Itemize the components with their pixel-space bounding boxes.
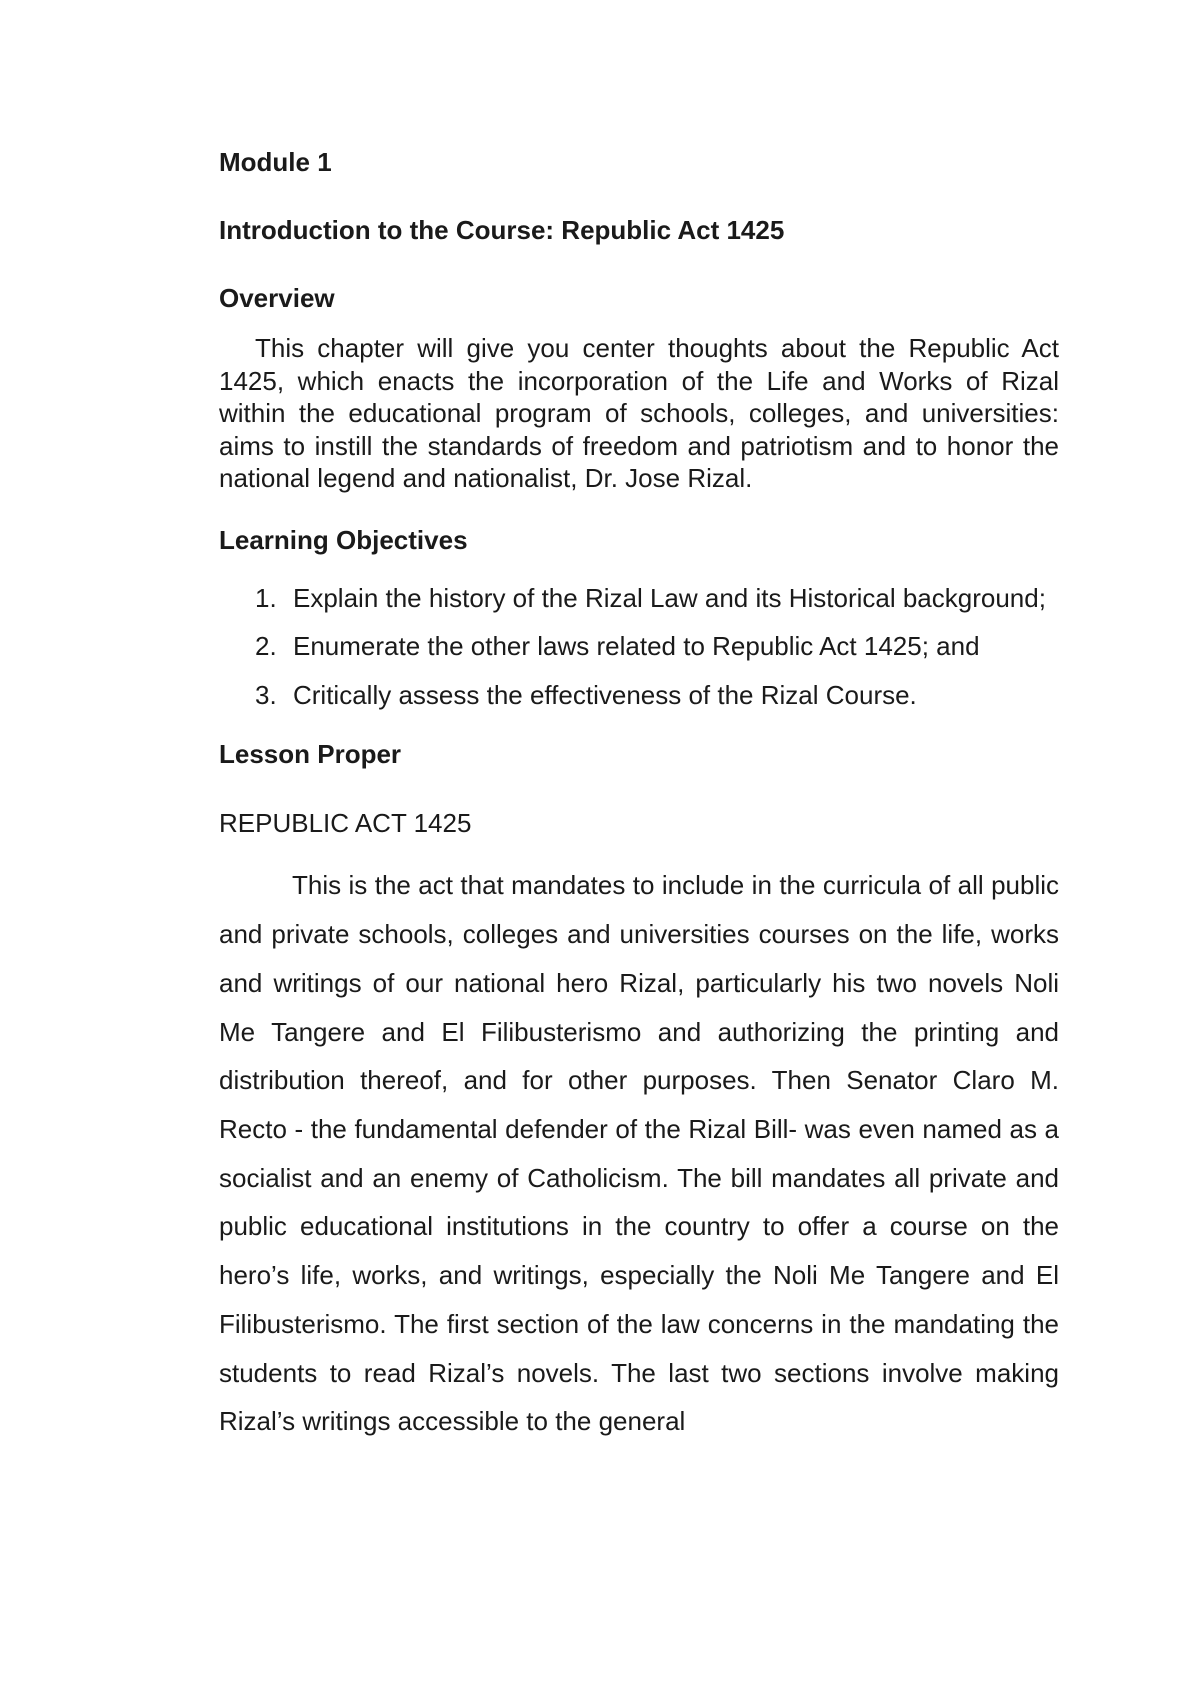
objective-number: 2. [255,631,277,662]
objective-item [219,574,1059,623]
objective-text: Explain the history of the Rizal Law and its Historical background; [293,582,1046,613]
lesson-proper-heading: Lesson Proper [219,739,402,770]
objective-item [219,671,1059,720]
module-label: Module 1 [219,147,332,177]
overview-paragraph: This chapter will give you center thoughts about the Republic Act 1425, which enacts the incorporation of the Life and Works of Rizal within the educational program of schools, colleges, and universities: aims to instill the standards of freedom and patriotism and to honor the national legend and nationalist, Dr. Jose Rizal. [219,333,1059,494]
objective-number: 1. [255,582,277,613]
republic-act-subheading: REPUBLIC ACT 1425 [219,808,472,839]
document-content [219,146,1059,1446]
learning-objectives-heading: Learning Objectives [219,524,468,555]
course-title: Introduction to the Course: Republic Act 1425 [219,215,785,245]
overview-heading: Overview [219,283,335,313]
objective-text: Enumerate the other laws related to Republic Act 1425; and [293,631,980,662]
learning-objectives-list [219,574,1059,720]
objective-text: Critically assess the effectiveness of the Rizal Course. [293,679,917,710]
objective-number: 3. [255,679,277,710]
lesson-paragraph: This is the act that mandates to include in the curricula of all public and private schools, colleges and universities courses on the life, works and writings of our national hero Rizal, particularly his two novels Noli Me Tangere and El Filibusterismo and authorizing the printing and distribution thereof, and for other purposes. Then Senator Claro M. Recto - the fundamental defender of the Rizal Bill- was even named as a socialist and an enemy of Catholicism. The bill mandates all private and public educational institutions in the country to offer a course on the hero’s life, works, and writings, especially the Noli Me Tangere and El Filibusterismo. The first section of the law concerns in the mandating the students to read Rizal’s novels. The last two sections involve making Rizal’s writings accessible to the general [219,870,1059,1437]
objective-item [219,622,1059,671]
